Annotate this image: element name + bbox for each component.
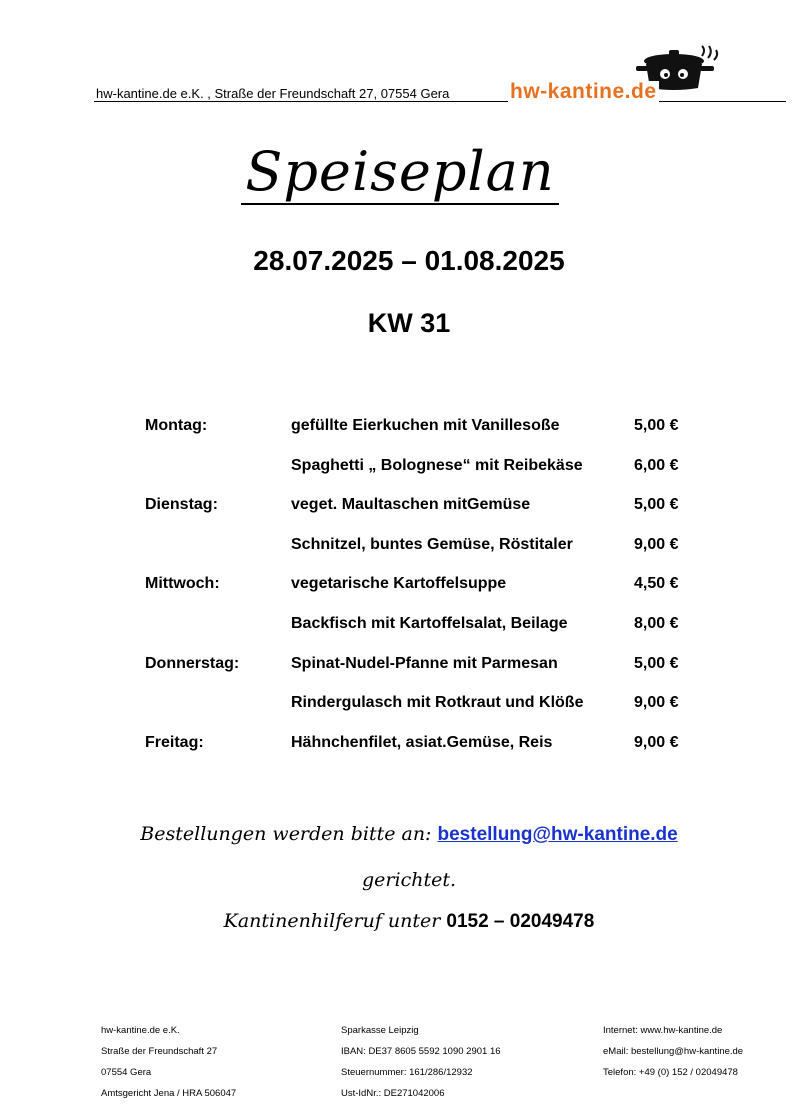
menu-price: 9,00 € xyxy=(634,694,679,712)
menu-dish: Spaghetti „ Bolognese“ mit Reibekäse xyxy=(291,456,583,474)
menu-day: Dienstag: xyxy=(145,496,218,514)
footer-line: Amtsgericht Jena / HRA 506047 xyxy=(101,1088,237,1099)
menu-price: 4,50 € xyxy=(634,575,679,593)
footer-line: Steuernummer: 161/286/12932 xyxy=(341,1067,473,1078)
menu-row xyxy=(145,575,705,615)
menu-dish: Rindergulasch mit Rotkraut und Klöße xyxy=(291,694,584,712)
header-address: hw-kantine.de e.K. , Straße der Freundschaft 27, 07554 Gera xyxy=(96,86,450,101)
brand-logo-text: hw-kantine.de xyxy=(510,80,657,103)
footer-line: Straße der Freundschaft 27 xyxy=(101,1046,218,1057)
menu-day: Montag: xyxy=(145,417,208,434)
menu-dish: veget. Maultaschen mitGemüse xyxy=(291,496,531,514)
menu-dish: Spinat-Nudel-Pfanne mit Parmesan xyxy=(291,654,558,672)
order-email-link[interactable]: bestellung@hw-kantine.de xyxy=(437,824,678,845)
menu-price: 5,00 € xyxy=(634,654,679,672)
footer-line: Telefon: +49 (0) 152 / 02049478 xyxy=(603,1067,738,1078)
hotline-number: 0152 – 02049478 xyxy=(446,911,595,932)
menu-row xyxy=(145,536,705,576)
footer-line: Ust-IdNr.: DE271042006 xyxy=(341,1088,445,1099)
calendar-week: KW 31 xyxy=(367,308,451,338)
footer-line: eMail: bestellung@hw-kantine.de xyxy=(603,1046,744,1057)
menu-price: 9,00 € xyxy=(634,535,679,553)
footer-bank xyxy=(341,1020,501,1104)
menu-dish: vegetarische Kartoffelsuppe xyxy=(291,575,507,593)
menu-dish: gefüllte Eierkuchen mit Vanillesoße xyxy=(291,417,560,434)
hotline-prefix: Kantinenhilferuf unter xyxy=(223,910,447,932)
page-title: Speiseplan xyxy=(0,140,800,203)
footer-line: 07554 Gera xyxy=(101,1067,152,1078)
date-range: 28.07.2025 – 01.08.2025 xyxy=(253,245,565,276)
menu-dish: Schnitzel, buntes Gemüse, Röstitaler xyxy=(291,535,573,553)
menu-price: 5,00 € xyxy=(634,417,679,434)
menu-day: Donnerstag: xyxy=(145,654,240,672)
menu-row xyxy=(145,655,705,695)
menu-row xyxy=(145,496,705,536)
footer-line: IBAN: DE37 8605 5592 1090 2901 16 xyxy=(341,1046,501,1057)
footer-line: hw-kantine.de e.K. xyxy=(101,1025,180,1036)
hotline xyxy=(0,910,800,933)
menu-price: 5,00 € xyxy=(634,496,679,514)
footer-line: Internet: www.hw-kantine.de xyxy=(603,1025,723,1036)
menu-row xyxy=(145,615,705,655)
header-divider xyxy=(94,101,786,102)
footer-contact xyxy=(603,1020,743,1083)
order-prefix: Bestellungen werden bitte an: xyxy=(140,823,438,845)
order-instructions xyxy=(0,823,800,846)
menu-dish: Backfisch mit Kartoffelsalat, Beilage xyxy=(291,614,568,632)
menu-price: 8,00 € xyxy=(634,614,679,632)
menu-list xyxy=(145,417,705,773)
menu-price: 9,00 € xyxy=(634,733,679,751)
menu-day: Mittwoch: xyxy=(145,575,220,593)
footer-company xyxy=(101,1020,236,1104)
menu-day: Freitag: xyxy=(145,733,204,751)
menu-price: 6,00 € xyxy=(634,456,679,474)
menu-dish: Hähnchenfilet, asiat.Gemüse, Reis xyxy=(291,733,553,751)
menu-row xyxy=(145,694,705,734)
menu-row xyxy=(145,457,705,497)
menu-row xyxy=(145,734,705,774)
footer-line: Sparkasse Leipzig xyxy=(341,1025,419,1036)
menu-row xyxy=(145,417,705,457)
order-suffix: gerichtet. xyxy=(362,869,456,891)
